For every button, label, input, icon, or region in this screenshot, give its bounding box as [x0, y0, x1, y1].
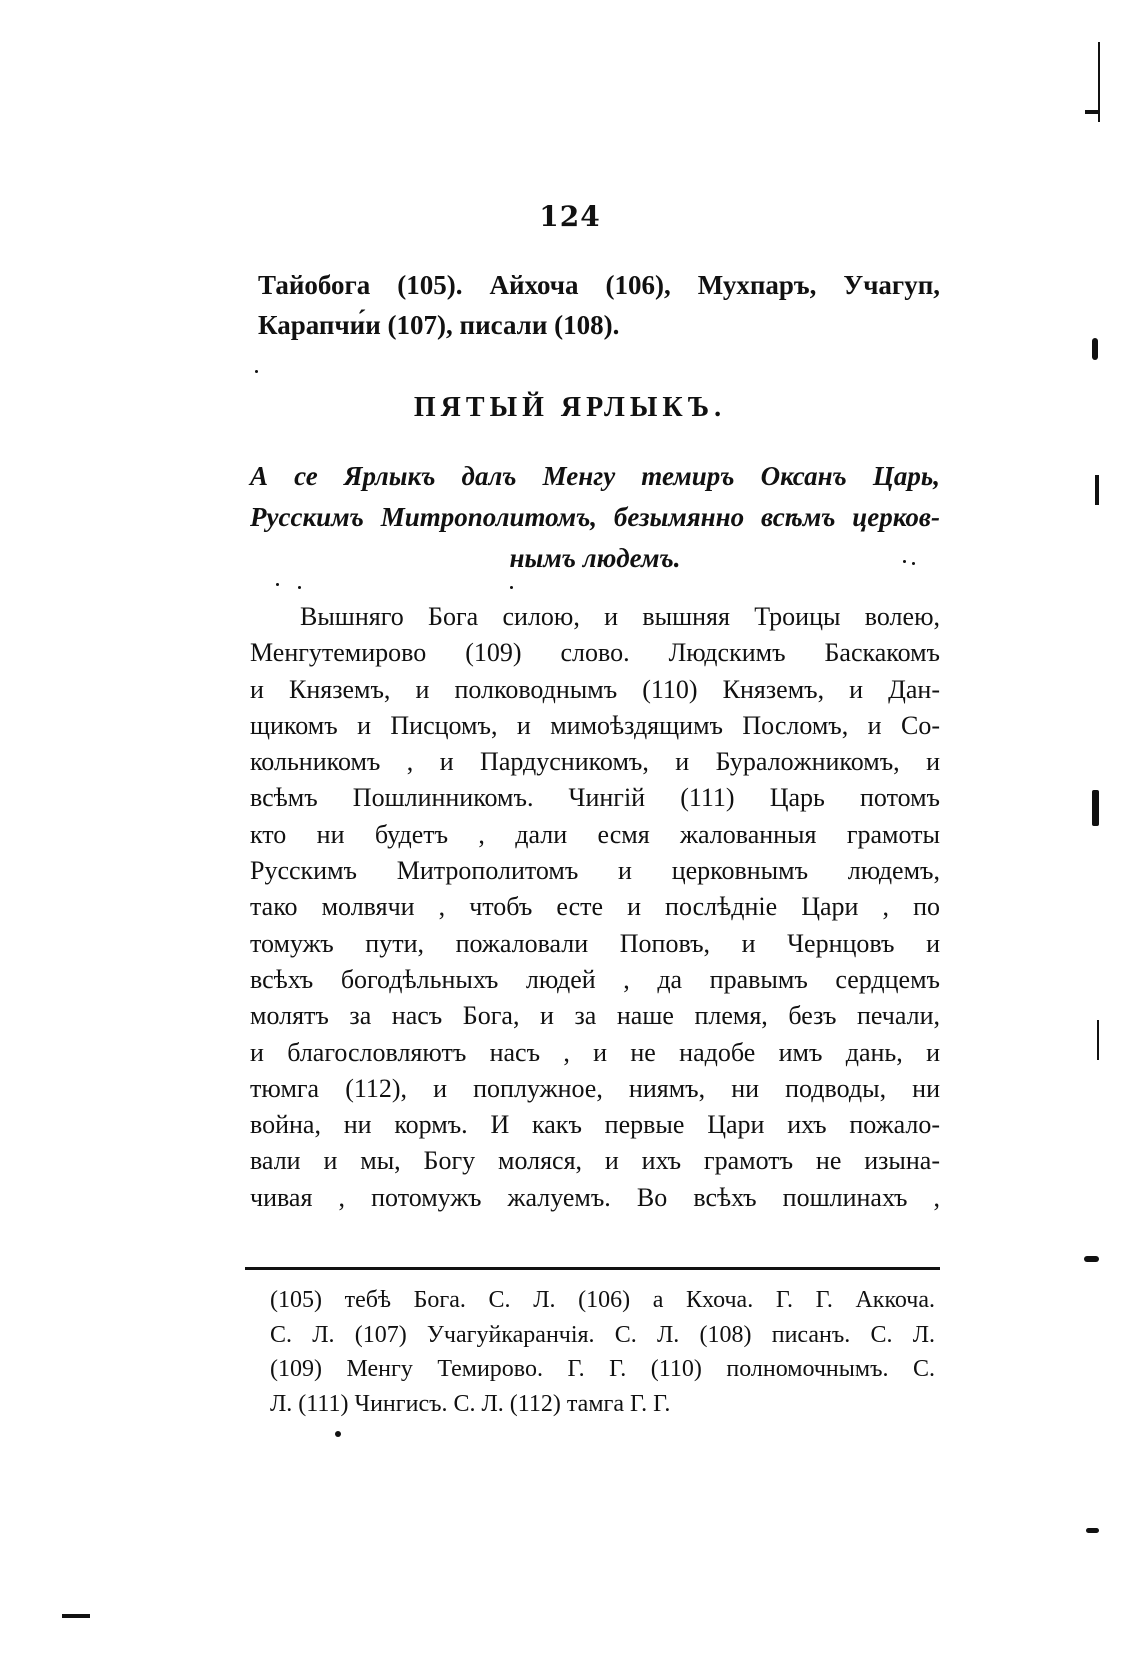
body-line: всѣмъ Пошлинникомъ. Чингій (111) Царь потомъ	[250, 783, 940, 813]
scan-mark	[1092, 790, 1099, 826]
body-line: война, ни кормъ. И какъ первые Цари ихъ пожало-	[250, 1110, 940, 1140]
scan-mark	[1095, 475, 1099, 505]
footnotes	[270, 1283, 935, 1421]
section-subheading	[250, 456, 940, 579]
footnote-line: (109) Менгу Темирово. Г. Г. (110) полномочнымъ. С.	[270, 1356, 935, 1382]
scan-mark	[1092, 338, 1098, 360]
body-line: Русскимъ Митрополитомъ и церковнымъ людемъ,	[250, 856, 940, 886]
scan-speck	[276, 583, 279, 586]
body-line: молятъ за насъ Бога, и за наше племя, безъ печали,	[250, 1001, 940, 1031]
footnote-line: Л. (111) Чингисъ. С. Л. (112) тамга Г. Г.	[270, 1390, 671, 1417]
body-line: всѣхъ богодѣльныхъ людей , да правымъ сердцемъ	[250, 964, 940, 994]
subheading-line: нымъ людемъ.	[509, 543, 681, 573]
body-line: щикомъ и Писцомъ, и мимоѣздящимъ Посломъ, и Со-	[250, 710, 940, 740]
footnote-line: С. Л. (107) Учагуйкаранчія. С. Л. (108) писанъ. С. Л.	[270, 1321, 935, 1348]
body-line: тако молвячи , чтобъ есте и послѣдніе Цари , по	[250, 892, 940, 922]
footnote-divider	[245, 1267, 940, 1270]
body-paragraph	[250, 599, 940, 1216]
scan-speck	[255, 370, 258, 373]
footnote-line: (105) тебѣ Бога. С. Л. (106) а Кхоча. Г. Г. Аккоча.	[270, 1287, 935, 1313]
scan-mark	[1085, 110, 1099, 114]
body-line: и Княземъ, и полководнымъ (110) Княземъ, и Дан-	[250, 674, 940, 704]
body-line: кольникомъ , и Пардусникомъ, и Буралoжникомъ, и	[250, 747, 940, 777]
subheading-line: А се Ярлыкъ далъ Менгу темиръ Оксанъ Царь,	[250, 461, 940, 491]
scan-speck	[510, 586, 513, 589]
opening-text	[258, 265, 940, 345]
opening-line: Карапчи́и (107), писали (108).	[258, 310, 620, 340]
body-line: томужъ пути, пожаловали Поповъ, и Чернцовъ и	[250, 928, 940, 958]
opening-line: Тайобога (105). Айхоча (106), Мухпаръ, Учагуп,	[258, 270, 940, 300]
scan-mark	[1084, 1256, 1099, 1262]
scan-speck	[335, 1431, 341, 1437]
body-line: вали и мы, Богу моляся, и ихъ грамотъ не изына-	[250, 1146, 940, 1176]
body-line: Вышняго Бога силою, и вышняя Троицы волею,	[300, 602, 940, 631]
scan-mark	[1086, 1528, 1099, 1533]
scan-speck	[903, 560, 906, 563]
body-line: кто ни будетъ , дали есмя жалованныя грамоты	[250, 819, 940, 849]
body-line: чивая , потомужъ жалуемъ. Во всѣхъ пошлинахъ ,	[250, 1182, 940, 1212]
scan-mark	[1097, 1020, 1099, 1060]
scan-speck	[912, 562, 915, 565]
scan-mark	[62, 1614, 90, 1618]
subheading-line: Русскимъ Митрополитомъ, безымянно всѣмъ церков-	[250, 502, 940, 532]
scan-speck	[298, 586, 301, 589]
section-heading: ПЯТЫЙ ЯРЛЫКЪ.	[413, 392, 727, 423]
body-line: и благословляютъ насъ , и не надобе имъ дань, и	[250, 1037, 940, 1067]
page-number: 124	[539, 200, 601, 233]
body-line: Менгутемирово (109) слово. Людскимъ Баскакомъ	[250, 638, 940, 668]
body-line: тюмга (112), и поплужное, ниямъ, ни подводы, ни	[250, 1073, 940, 1103]
